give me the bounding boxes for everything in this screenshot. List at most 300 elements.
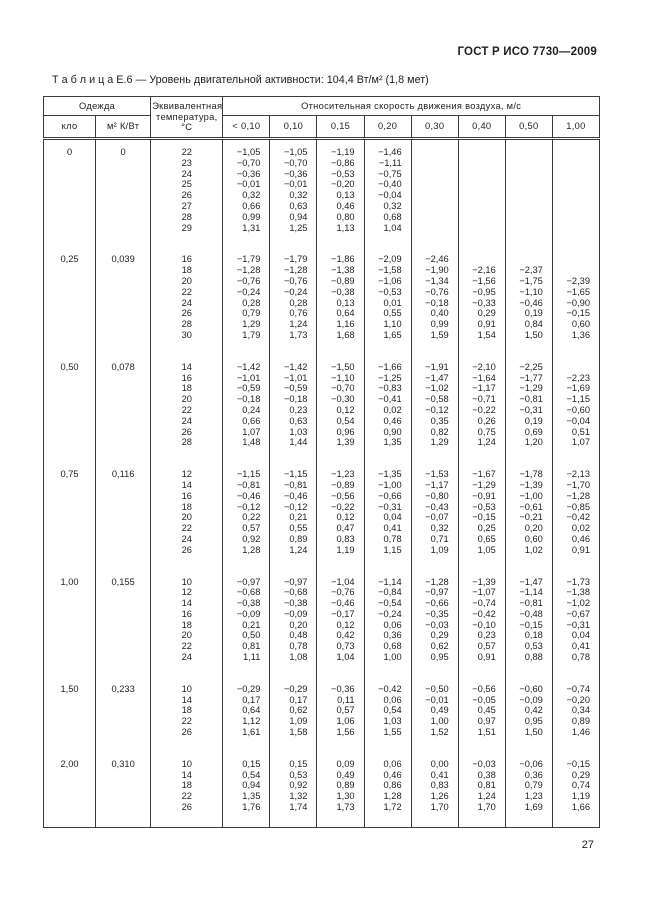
cell-line: 1,69 [524,802,543,813]
cell-line: 0,45 [477,705,496,716]
cell-line: 0,47 [336,523,355,534]
cell-line: 0,28 [289,297,308,308]
cell-line: 1,24 [477,437,496,448]
cell-line: 1,36 [571,329,590,340]
cell-line: −0,31 [378,501,402,512]
cell-line: −1,42 [283,361,308,372]
cell-line: 26 [181,426,192,437]
clo-value-cell [44,247,96,354]
cell-line: 0,23 [289,404,308,415]
cell-line: 0,92 [242,533,261,544]
cell-line: 0,62 [289,705,308,716]
insulation-value-cell [96,355,151,462]
cell-line: 1,55 [383,727,402,738]
cell-line: −0,46 [519,297,543,308]
cell-line: −1,28 [566,490,590,501]
cell-line [412,179,458,190]
cell-line: 1,68 [336,329,355,340]
cell-line: 10 [181,758,192,769]
cell-line: 0,32 [383,200,402,211]
clo-value-cell [44,355,96,462]
cell-line: 0,81 [477,780,496,791]
cell-line: 0,94 [242,780,261,791]
cell-line: 0,36 [524,769,543,780]
pmv-value-cell [317,355,364,462]
pmv-group-row [44,462,600,569]
cell-line: 1,29 [430,437,449,448]
cell-line: 27 [181,200,192,211]
cell-line: 0,62 [430,641,449,652]
cell-line: 18 [181,780,192,791]
cell-line: 0,66 [242,200,261,211]
cell-line: 0,15 [289,758,308,769]
cell-line: 0,53 [524,641,543,652]
cell-line: 1,73 [289,329,308,340]
cell-line: −1,73 [566,576,590,587]
cell-line: −2,37 [519,265,543,276]
pmv-value-cell [458,752,505,827]
cell-line [506,212,552,223]
pmv-value-cell [364,139,411,248]
velocity-column-header: < 0,10 [223,116,270,139]
pmv-value-cell [223,139,270,248]
cell-line: 1,26 [430,791,449,802]
cell-line: −1,19 [331,147,355,157]
pmv-group-row [44,677,600,752]
cell-line: 0,26 [477,415,496,426]
cell-line: 0,99 [430,319,449,330]
cell-line: −1,47 [519,576,543,587]
pmv-value-cell [317,677,364,752]
cell-line [506,158,552,169]
cell-line: −1,70 [566,479,590,490]
cell-line: −0,83 [378,383,402,394]
cell-line: −0,85 [566,501,590,512]
cell-line [553,201,599,212]
cell-line: 1,04 [336,652,355,663]
cell-line: −0,18 [425,297,449,308]
cell-line: 0,89 [571,716,590,727]
cell-line: 1,73 [336,802,355,813]
pmv-group-row [44,752,600,827]
table-caption: Т а б л и ц а Е.6 — Уровень двигательной активности: 104,4 Вт/м² (1,8 мет) [52,74,429,86]
cell-line: 20 [181,512,192,523]
cell-line: −0,07 [425,512,449,523]
cell-line [459,190,505,201]
cell-line: −0,60 [566,404,590,415]
pmv-value-cell [317,247,364,354]
page-number: 27 [581,839,594,851]
cell-line: −0,53 [331,168,355,179]
cell-line: 0,97 [477,716,496,727]
cell-line: 1,10 [383,319,402,330]
cell-line: 0,57 [242,523,261,534]
cell-line: 1,70 [477,802,496,813]
cell-line: 26 [181,802,192,813]
cell-line: 1,74 [289,802,308,813]
cell-line: −0,46 [331,598,355,609]
cell-line: 0,60 [571,319,590,330]
cell-line: 1,25 [289,222,308,233]
pmv-value-cell [411,752,458,827]
cell-line: 1,03 [383,716,402,727]
pmv-value-cell [458,677,505,752]
cell-line: 0,12 [336,512,355,523]
cell-line: 0,01 [383,297,402,308]
cell-line [412,169,458,180]
pmv-value-cell [270,247,317,354]
cell-line: 1,35 [242,791,261,802]
cell-line: 0,88 [524,652,543,663]
temperature-cell [151,570,223,677]
cell-line [412,158,458,169]
cell-line: 0,49 [430,705,449,716]
cell-line: −2,13 [566,469,590,480]
cell-line: −1,42 [236,361,261,372]
cell-line: 0,92 [289,780,308,791]
cell-line: 0,55 [289,523,308,534]
cell-line: −0,22 [472,404,496,415]
cell-line: −0,89 [331,479,355,490]
cell-line: 1,48 [242,437,261,448]
cell-line: −0,30 [331,394,355,405]
cell-line: −0,70 [283,157,308,168]
cell-line: 0 [120,147,126,157]
cell-line: 1,70 [430,802,449,813]
cell-line: −1,10 [519,286,543,297]
cell-line: 1,12 [242,716,261,727]
cell-line: −0,31 [566,619,590,630]
pmv-value-cell [223,677,270,752]
cell-line [553,362,599,373]
cell-line: −1,02 [566,598,590,609]
cell-line: −1,78 [519,469,543,480]
pmv-value-cell [505,752,552,827]
cell-line: 1,09 [430,544,449,555]
cell-line: −1,05 [236,147,261,157]
cell-line: 0,46 [383,769,402,780]
cell-line: −0,68 [236,587,261,598]
cell-line: 1,50 [60,683,79,694]
cell-line: 0,039 [111,254,135,265]
pmv-value-cell [505,139,552,248]
cell-line: 14 [181,479,192,490]
cell-line: 0,64 [242,705,261,716]
cell-line: 0,65 [477,533,496,544]
cell-line: 0,06 [383,619,402,630]
velocity-column-header: 0,30 [411,116,458,139]
cell-line: 1,03 [289,426,308,437]
cell-line: 1,29 [242,319,261,330]
cell-line: 24 [181,652,192,663]
header-row-groups [44,97,600,116]
cell-line: 0,63 [289,415,308,426]
cell-line: −0,38 [331,286,355,297]
pmv-value-cell [505,247,552,354]
cell-line: −0,20 [566,694,590,705]
cell-line [412,201,458,212]
cell-line: 1,04 [383,222,402,233]
cell-line: 1,07 [571,437,590,448]
cell-line: 0,84 [524,319,543,330]
cell-line: 0,04 [571,630,590,641]
cell-line: 29 [181,222,192,233]
cell-line: −0,15 [519,619,543,630]
cell-line: 0,34 [571,705,590,716]
cell-line: 1,16 [336,319,355,330]
cell-line: −1,14 [378,576,402,587]
cell-line: −1,23 [331,469,355,480]
cell-line: 1,52 [430,727,449,738]
cell-line: 26 [181,544,192,555]
cell-line: 1,19 [336,544,355,555]
cell-line: −2,16 [472,265,496,276]
cell-line: 0,83 [430,780,449,791]
cell-line: −1,17 [425,479,449,490]
cell-line: 1,11 [242,652,261,663]
temperature-cell [151,247,223,354]
cell-line: 1,46 [571,727,590,738]
cell-line: 0,38 [477,769,496,780]
cell-line: 1,24 [477,791,496,802]
cell-line: −0,56 [331,490,355,501]
cell-line: −0,03 [425,619,449,630]
cell-line: 16 [181,254,192,265]
cell-line: 28 [181,319,192,330]
cell-line: 14 [181,694,192,705]
cell-line: 0 [66,147,73,157]
pmv-value-cell [223,570,270,677]
cell-line: −0,31 [519,404,543,415]
cell-line: 2,00 [60,758,79,769]
cell-line: 0,12 [336,619,355,630]
cell-line: −0,46 [283,490,308,501]
cell-line: −0,81 [236,479,261,490]
cell-line: 0,116 [111,469,135,480]
cell-line: −0,05 [472,694,496,705]
cell-line: 0,32 [289,190,308,201]
cell-line: −0,15 [472,512,496,523]
cell-line: 0,22 [242,512,261,523]
cell-line [412,212,458,223]
cell-line: −0,50 [425,683,449,694]
equivalent-temperature-header: Эквивалентная температура, °С [151,97,223,139]
cell-line: 1,51 [477,727,496,738]
cell-line: 1,13 [336,222,355,233]
pmv-value-cell [411,570,458,677]
pmv-value-cell [364,462,411,569]
cell-line: 0,29 [430,630,449,641]
cell-line: −0,36 [283,168,308,179]
cell-line: −1,34 [425,275,449,286]
cell-line: 0,57 [336,705,355,716]
cell-line [553,147,599,158]
velocity-column-header: 0,20 [364,116,411,139]
cell-line [459,254,505,265]
cell-line: 0,32 [430,523,449,534]
cell-line: 0,86 [383,780,402,791]
cell-line: 26 [181,190,192,201]
cell-line: 0,29 [477,308,496,319]
temperature-cell [151,677,223,752]
cell-line: 0,19 [524,415,543,426]
cell-line: 0,96 [336,426,355,437]
cell-line [553,158,599,169]
cell-line: 0,89 [289,533,308,544]
cell-line [553,223,599,234]
cell-line: −0,09 [519,694,543,705]
pmv-value-cell [505,570,552,677]
cell-line: −0,40 [378,179,402,190]
cell-line: 0,68 [383,211,402,222]
cell-line: −0,20 [331,179,355,190]
cell-line: −1,29 [519,383,543,394]
cell-line: 0,54 [383,705,402,716]
clo-value-cell [44,462,96,569]
cell-line: 0,29 [571,769,590,780]
cell-line: −0,03 [472,758,496,769]
clothing-group-header: Одежда [44,97,151,116]
cell-line: −0,38 [283,598,308,609]
cell-line: 0,06 [383,694,402,705]
cell-line: −0,54 [378,598,402,609]
cell-line: −0,01 [425,694,449,705]
cell-line: −0,70 [331,383,355,394]
cell-line: 18 [181,265,192,276]
cell-line: 24 [181,168,192,179]
pmv-value-cell [411,139,458,248]
cell-line: −0,97 [236,576,261,587]
cell-line [506,201,552,212]
cell-line: 0,36 [383,630,402,641]
cell-line: 18 [181,501,192,512]
cell-line: 0,54 [336,415,355,426]
cell-line: −1,14 [519,587,543,598]
pmv-value-cell [552,462,599,569]
cell-line: 0,40 [430,308,449,319]
pmv-value-cell [223,462,270,569]
cell-line: 0,51 [571,426,590,437]
velocity-column-header: 0,10 [270,116,317,139]
cell-line: 0,078 [111,361,135,372]
document-reference: ГОСТ Р ИСО 7730—2009 [457,46,597,58]
cell-line: 0,17 [289,694,308,705]
pmv-value-cell [552,752,599,827]
cell-line: 0,50 [60,361,79,372]
cell-line: −0,84 [378,587,402,598]
cell-line: −1,02 [425,383,449,394]
cell-line: −0,86 [331,157,355,168]
pmv-value-cell [223,752,270,827]
pmv-value-cell [364,752,411,827]
cell-line [459,147,505,158]
cell-line: 0,66 [242,415,261,426]
cell-line: 0,21 [242,619,261,630]
cell-line: −0,36 [236,168,261,179]
cell-line: 1,09 [289,716,308,727]
pmv-value-cell [317,570,364,677]
cell-line: −0,12 [236,501,261,512]
cell-line: 0,233 [111,683,135,694]
cell-line: 0,02 [571,523,590,534]
cell-line: 0,24 [242,404,261,415]
cell-line: 1,23 [524,791,543,802]
cell-line: −0,53 [378,286,402,297]
cell-line: −0,56 [472,683,496,694]
pmv-value-cell [505,355,552,462]
pmv-group-row [44,139,600,248]
cell-line: −0,76 [283,275,308,286]
cell-line [506,169,552,180]
clo-value-cell [44,677,96,752]
insulation-value-cell [96,247,151,354]
pmv-value-cell [364,355,411,462]
cell-line: 0,155 [111,576,135,587]
cell-line: −0,76 [236,275,261,286]
cell-line: −1,65 [566,286,590,297]
cell-line [459,179,505,190]
cell-line: 22 [181,791,192,802]
pmv-value-cell [270,570,317,677]
cell-line: −0,68 [283,587,308,598]
cell-line: −1,25 [378,372,402,383]
cell-line: −1,28 [283,265,308,276]
cell-line: −1,06 [378,275,402,286]
cell-line: −2,23 [566,372,590,383]
cell-line: 0,78 [289,641,308,652]
cell-line: −0,04 [378,190,402,201]
pmv-value-cell [552,570,599,677]
cell-line: 1,08 [289,652,308,663]
cell-line: 0,20 [289,619,308,630]
cell-line: 22 [181,641,192,652]
cell-line: 0,12 [336,404,355,415]
cell-line: −1,64 [472,372,496,383]
cell-line: −1,38 [566,587,590,598]
pmv-group-row [44,355,600,462]
cell-line: −0,81 [519,394,543,405]
cell-line: −0,24 [378,608,402,619]
cell-line: 0,25 [60,254,79,265]
cell-line: −1,00 [378,479,402,490]
cell-line [506,179,552,190]
cell-line: 0,46 [571,533,590,544]
cell-line: −0,18 [236,394,261,405]
table-header [44,97,600,139]
pmv-value-cell [270,752,317,827]
cell-line: 0,28 [242,297,261,308]
cell-line: 1,50 [524,329,543,340]
cell-line: 1,00 [60,576,79,587]
pmv-value-cell [364,677,411,752]
pmv-value-cell [458,247,505,354]
pmv-table [43,96,600,828]
cell-line: 0,76 [289,308,308,319]
cell-line: 1,59 [430,329,449,340]
pmv-value-cell [223,355,270,462]
cell-line: 1,20 [524,437,543,448]
cell-line: −0,74 [472,598,496,609]
pmv-value-cell [552,355,599,462]
pmv-value-cell [270,462,317,569]
cell-line: −0,41 [378,394,402,405]
cell-line: −0,59 [283,383,308,394]
cell-line: −0,04 [566,415,590,426]
cell-line: 0,13 [336,297,355,308]
pmv-value-cell [458,355,505,462]
cell-line: 20 [181,275,192,286]
cell-line: −2,46 [425,254,449,265]
